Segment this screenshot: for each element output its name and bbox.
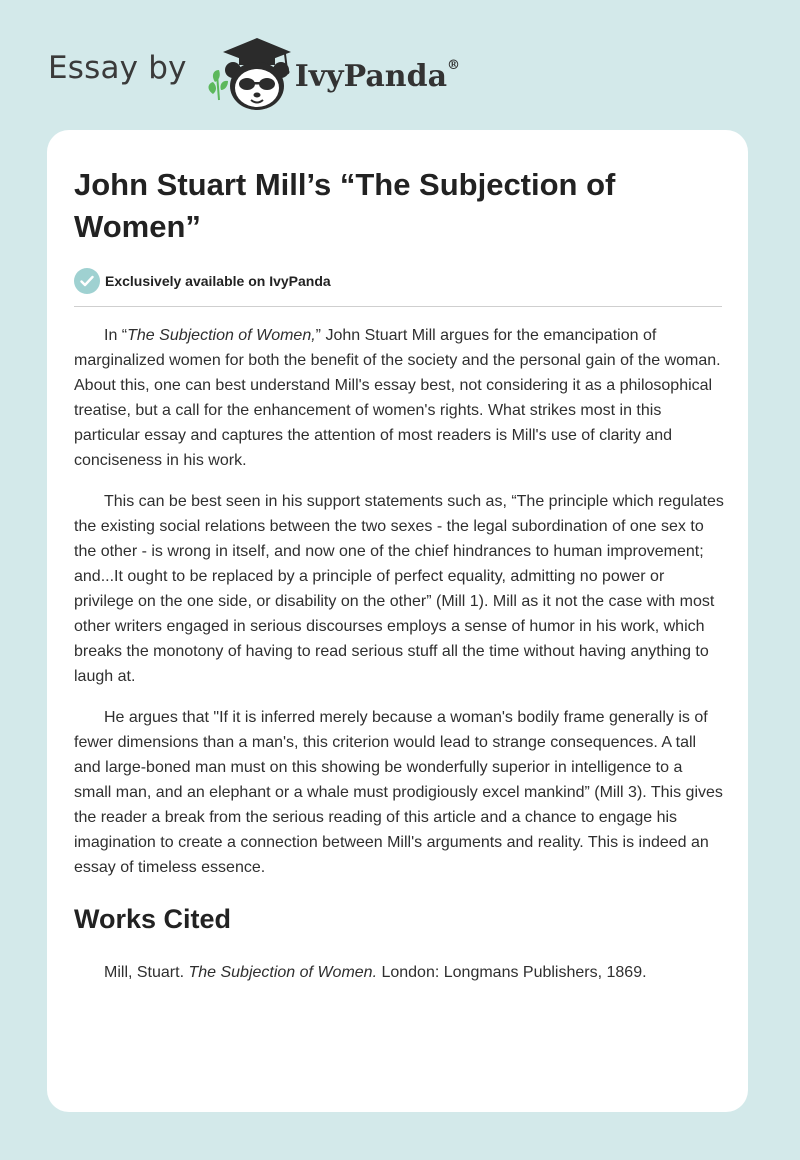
panda-graduate-icon[interactable]: [201, 34, 293, 114]
paragraph-3: He argues that "If it is inferred merely because a woman's bodily frame generally is of fewer dimensions than a man's, this criterion would lead to strange consequences. A tall and large-boned man must on this showing be wonderfully superior in intelligence to a small man, and an elephant or a whale must prodigiously excel mankind” (Mill 3). This gives the reader a break from the serious reading of this article and a chance to engage his imagination to create a connection between Mill's arguments and reality. This is indeed an essay of timeless essence.: [74, 709, 723, 876]
registered-mark: ®: [447, 57, 461, 73]
exclusive-notice: [74, 268, 724, 294]
paragraph-1-work-title: The Subjection of Women,: [127, 327, 316, 344]
essay-by-label: Essay by: [48, 50, 187, 86]
paragraph-1-body: ” John Stuart Mill argues for the emancipation of marginalized women for both the benefit of the society and the personal gain of the woman. About this, one can best understand Mill's essay best, not considering it as a philosophical treatise, but a call for the enhancement of women's rights. What strikes most in this particular essay and captures the attention of most readers is Mill's use of clarity and conciseness in his work.: [74, 327, 721, 469]
title-divider: [74, 306, 722, 307]
brand-name[interactable]: [295, 59, 460, 94]
citation-publisher: London: Longmans Publishers, 1869.: [377, 964, 647, 981]
check-icon: [74, 268, 100, 294]
exclusive-label: Exclusively available on IvyPanda: [105, 273, 331, 289]
essay-content: [74, 130, 724, 985]
works-cited-heading: Works Cited: [74, 904, 232, 934]
paragraph-1: [74, 323, 724, 473]
essay-card: [47, 130, 748, 1112]
site-header: [48, 34, 460, 114]
citation-entry: [74, 960, 724, 985]
brand-text: IvyPanda: [294, 58, 448, 94]
citation-title: The Subjection of Women.: [188, 964, 378, 981]
paragraph-1-lead: In “: [104, 327, 128, 344]
paragraph-2: This can be best seen in his support statements such as, “The principle which regulates the existing social relations between the two sexes - the legal subordination of one sex to the other - is wrong in itself, and now one of the chief hindrances to human improvement; and...It ought to be replaced by a principle of perfect equality, admitting no power or privilege on the one side, or disability on the other” (Mill 1). Mill as it not the case with most other writers engaged in serious discourses employs a sense of humor in his work, which breaks the monotony of having to read serious stuff all the time without having anything to laugh at.: [74, 493, 724, 685]
citation-author: Mill, Stuart.: [104, 964, 189, 981]
essay-title: John Stuart Mill’s “The Subjection of Women”: [74, 167, 616, 244]
